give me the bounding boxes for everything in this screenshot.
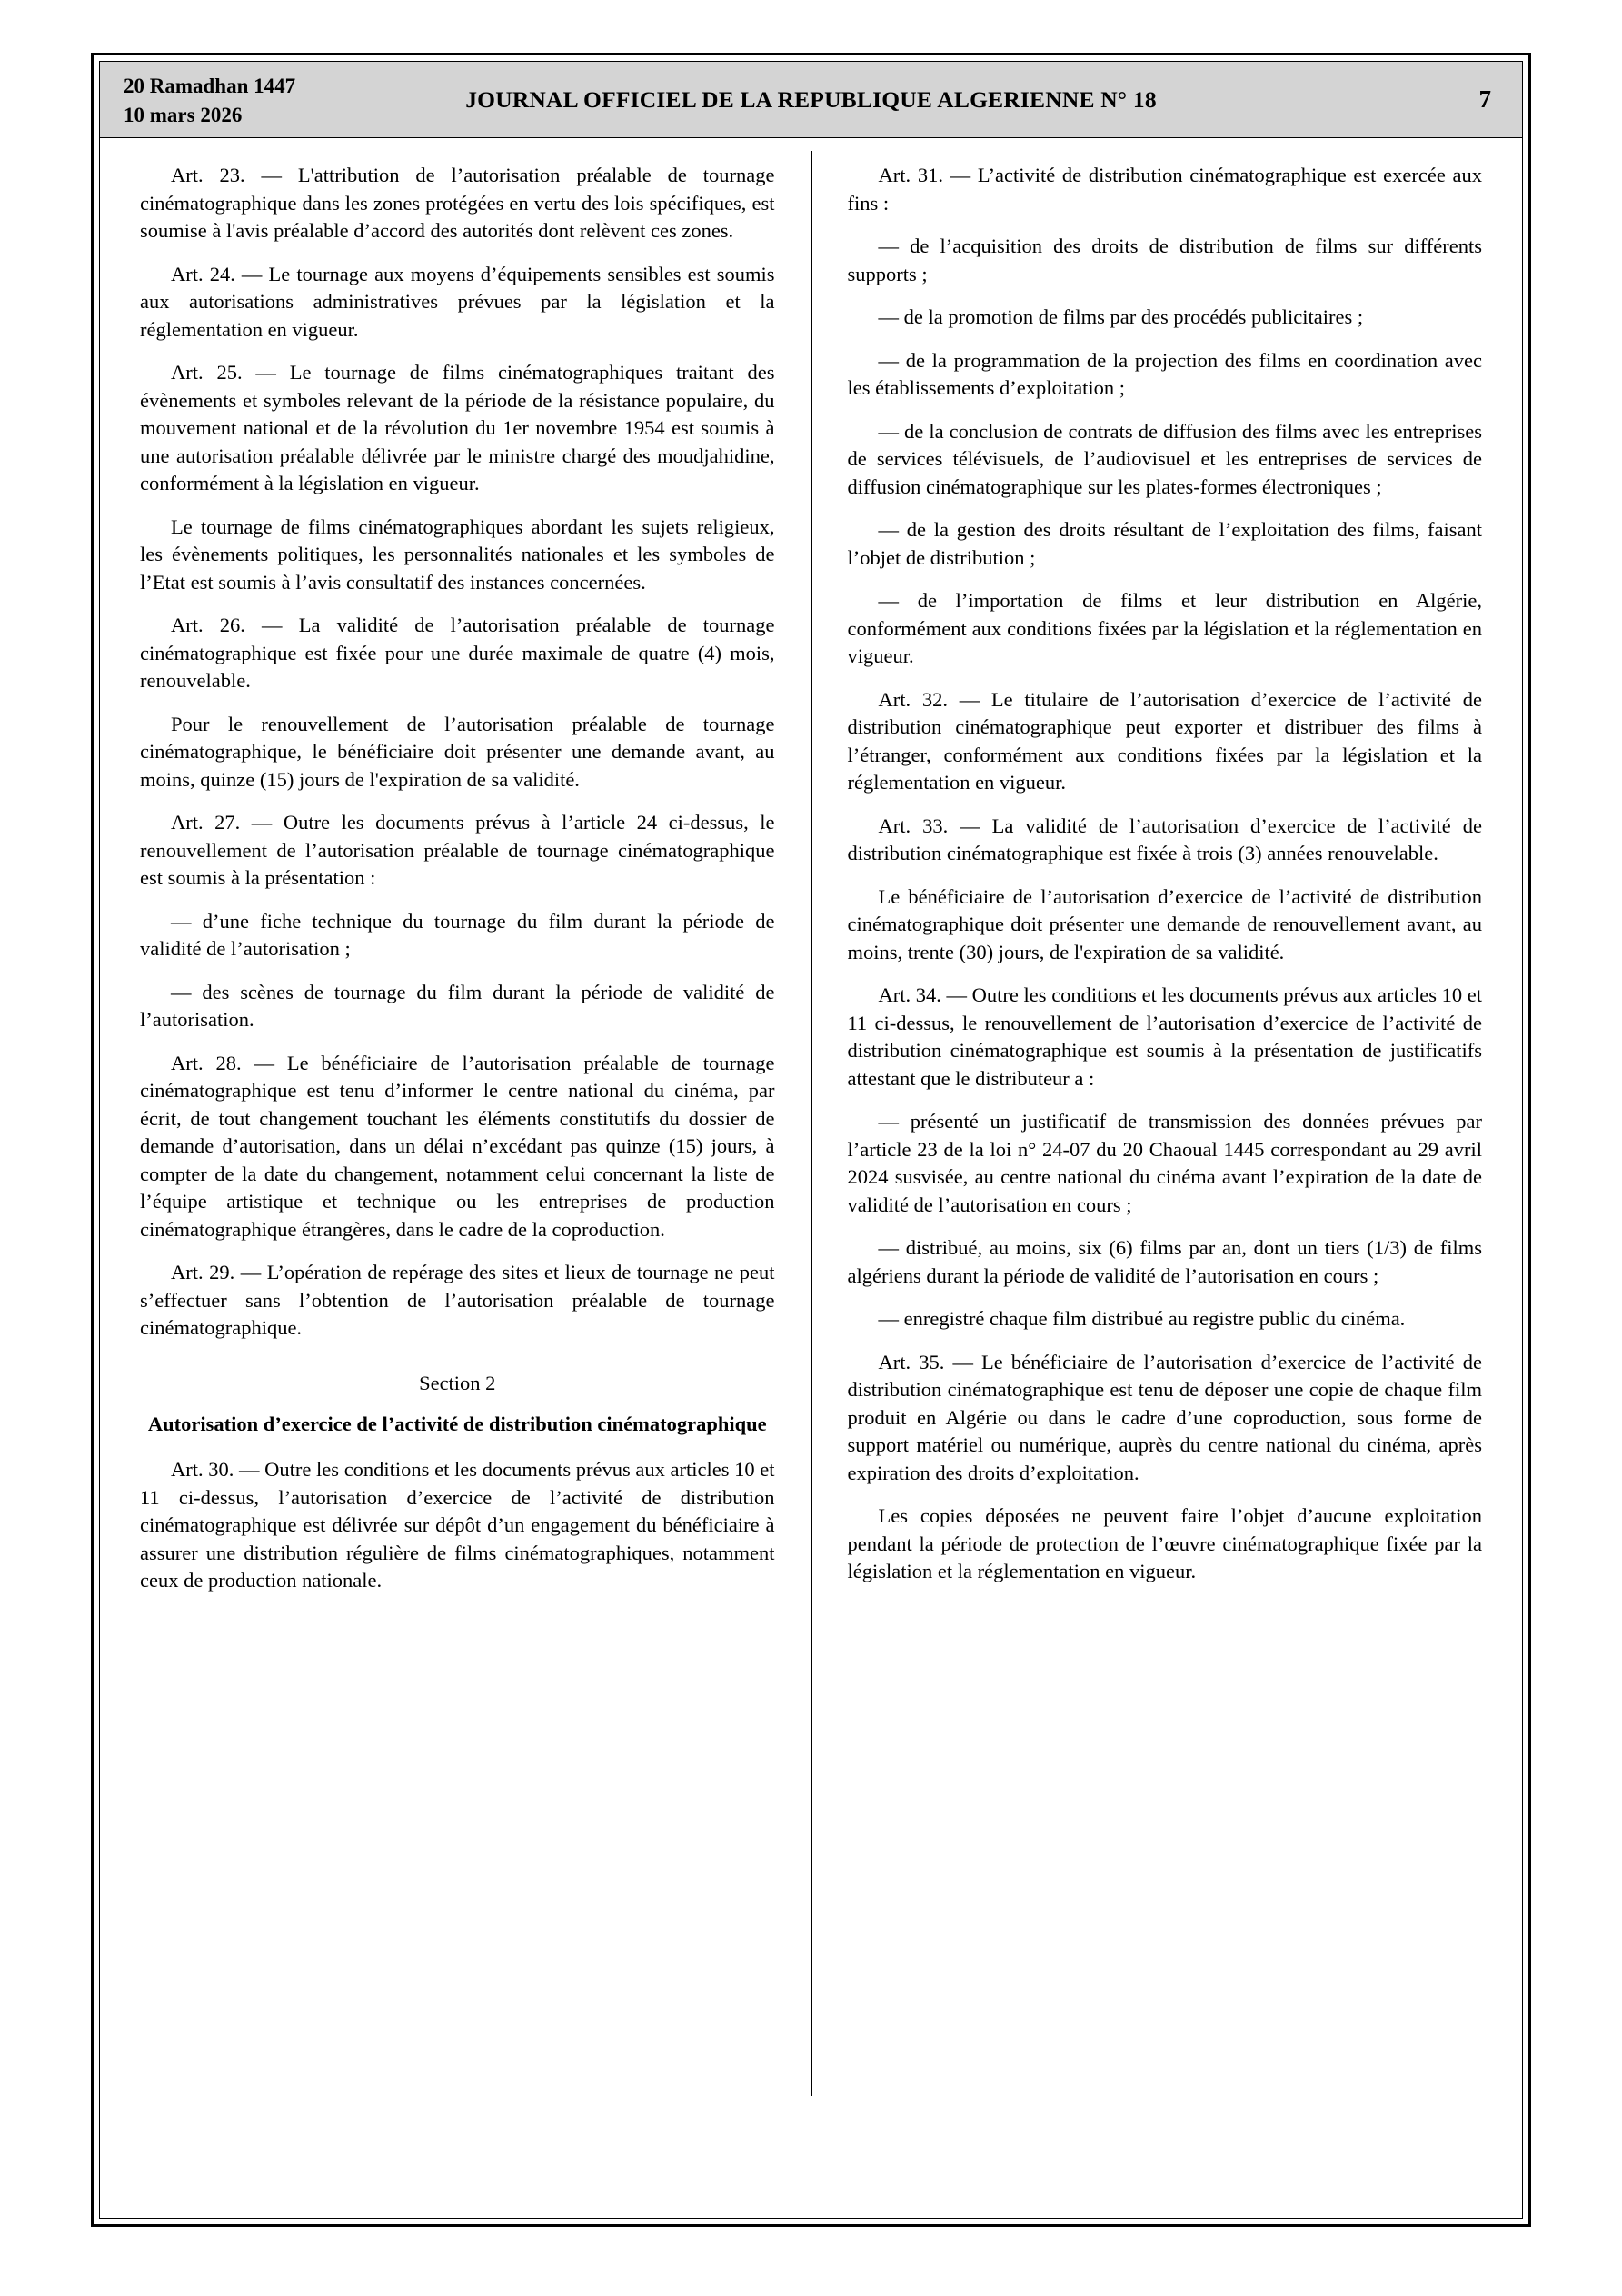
columns [100, 162, 1522, 2218]
list-item: — de l’acquisition des droits de distribution de films sur différents supports ; [847, 235, 1482, 285]
list-item: — de la promotion de films par des procédés publicitaires ; [878, 305, 1364, 328]
paragraph: Art. 29. — L’opération de repérage des sites et lieux de tournage ne peut s’effectuer sans l’obtention de l’autorisation préalable de tournage cinématographique. [140, 1261, 775, 1339]
list-item: — de la programmation de la projection des films en coordination avec les établissements d’exploitation ; [847, 348, 1482, 399]
paragraph: Art. 25. — Le tournage de films cinématographiques traitant des évènements et symboles relevant de la période de la résistance populaire, du mouvement national et de la révolution du 1er novembre 1954 est soumis à une autorisation préalable délivrée par le ministre chargé des moudjahidine, conformément à la législation en vigueur. [140, 361, 775, 494]
page-frame [91, 53, 1531, 2227]
date-hijri: 20 Ramadhan 1447 [124, 75, 296, 97]
paragraph: Art. 31. — L’activité de distribution cinématographique est exercée aux fins : [847, 164, 1482, 215]
right-column [811, 162, 1523, 2218]
paragraph: Les copies déposées ne peuvent faire l’objet d’aucune exploitation pendant la période de protection de l’œuvre cinématographique fixée par la législation et la réglementation en vigueur. [847, 1504, 1482, 1582]
list-item: — d’une fiche technique du tournage du film durant la période de validité de l’autorisation ; [140, 909, 775, 960]
list-item: — de la conclusion de contrats de diffusion des films avec les entreprises de services télévisuels, de l’audiovisuel et les entreprises de services de diffusion cinématographique sur les plates-formes électroniques ; [847, 419, 1482, 498]
paragraph: Art. 30. — Outre les conditions et les documents prévus aux articles 10 et 11 ci-dessus, l’autorisation d’exercice de l’activité de distribution cinématographique est délivrée sur dépôt d’un engagement du bénéficiaire à assurer une distribution régulière de films cinématographiques, notamment ceux de production nationale. [140, 1458, 775, 1592]
list-item: — des scènes de tournage du film durant la période de validité de l’autorisation. [140, 980, 775, 1031]
paragraph: Le tournage de films cinématographiques abordant les sujets religieux, les évènements politiques, les personnalités nationales et les symboles de l’Etat est soumis à l’avis consultatif des instances concernées. [140, 514, 775, 594]
masthead-date [124, 72, 295, 130]
section-label: Section 2 [419, 1371, 496, 1394]
left-column [100, 162, 811, 2218]
journal-title: JOURNAL OFFICIEL DE LA REPUBLIQUE ALGERIENNE N° 18 [465, 85, 1157, 113]
masthead [100, 62, 1522, 138]
list-item: — présenté un justificatif de transmission des données prévues par l’article 23 de la loi n° 24-07 du 20 Chaoual 1445 correspondant au 29 avril 2024 susvisée, au centre national du cinéma avant l’expiration de la date de validité de l’autorisation en cours ; [847, 1110, 1482, 1216]
paragraph: Art. 28. — Le bénéficiaire de l’autorisation préalable de tournage cinématographique est tenu d’informer le centre national du cinéma, par écrit, de tout changement touchant les éléments constitutifs du dossier de demande d’autorisation, dans un délai n’excédant pas quinze (15) jours, à compter de la date du changement, notamment celui concernant la liste de l’équipe artistique et technique ou les entreprises de production cinématographique étrangères, dans le cadre de la coproduction. [140, 1051, 775, 1241]
list-item: — de la gestion des droits résultant de l’exploitation des films, faisant l’objet de distribution ; [847, 518, 1482, 569]
list-item: — distribué, au moins, six (6) films par an, dont un tiers (1/3) de films algériens durant la période de validité de l’autorisation en cours ; [847, 1236, 1482, 1287]
paragraph: Art. 34. — Outre les conditions et les documents prévus aux articles 10 et 11 ci-dessus, le renouvellement de l’autorisation d’exercice de l’activité de distribution cinématographique est soumis à la présentation de justificatifs attestant que le distributeur a : [847, 983, 1482, 1090]
list-item: — enregistré chaque film distribué au registre public du cinéma. [878, 1307, 1406, 1330]
paragraph: Le bénéficiaire de l’autorisation d’exercice de l’activité de distribution cinématographique doit présenter une demande de renouvellement avant, au moins, trente (30) jours, de l'expiration de sa validité. [847, 884, 1482, 963]
paragraph: Art. 32. — Le titulaire de l’autorisation d’exercice de l’activité de distribution cinématographique peut exporter et distribuer des films à l’étranger, conformément aux conditions fixées par la législation et la réglementation en vigueur. [847, 687, 1482, 794]
page-number: 7 [1478, 85, 1491, 113]
date-gregorian: 10 mars 2026 [124, 104, 243, 126]
paragraph: Art. 27. — Outre les documents prévus à l’article 24 ci-dessus, le renouvellement de l’autorisation préalable de tournage cinématographique est soumis à la présentation : [140, 811, 775, 889]
paragraph: Art. 24. — Le tournage aux moyens d’équipements sensibles est soumis aux autorisations administratives prévues par la législation et la réglementation en vigueur. [140, 262, 775, 341]
paragraph: Art. 23. — L'attribution de l’autorisation préalable de tournage cinématographique dans les zones protégées en vertu des lois spécifiques, est soumise à l'avis préalable d’accord des autorités dont relèvent ces zones. [140, 164, 775, 242]
paragraph: Art. 26. — La validité de l’autorisation préalable de tournage cinématographique est fixée pour une durée maximale de quatre (4) mois, renouvelable. [140, 614, 775, 692]
page-inner-frame [99, 61, 1523, 2219]
paragraph: Art. 35. — Le bénéficiaire de l’autorisation d’exercice de l’activité de distribution cinématographique est tenu de déposer une copie de chaque film produit en Algérie ou dans le cadre d’une coproduction, sous forme de support matériel ou numérique, auprès du centre national du cinéma, après expiration des droits d’exploitation. [847, 1350, 1482, 1484]
paragraph: Art. 33. — La validité de l’autorisation d’exercice de l’activité de distribution cinématographique est fixée à trois (3) années renouvelable. [847, 814, 1482, 864]
page-content [100, 138, 1522, 2218]
section-title: Autorisation d’exercice de l’activité de distribution cinématographique [147, 1413, 767, 1435]
list-item: — de l’importation de films et leur distribution en Algérie, conformément aux conditions fixées par la législation et la réglementation en vigueur. [847, 589, 1482, 667]
paragraph: Pour le renouvellement de l’autorisation préalable de tournage cinématographique, le bénéficiaire doit présenter une demande avant, au moins, quinze (15) jours de l'expiration de sa validité. [140, 712, 775, 791]
